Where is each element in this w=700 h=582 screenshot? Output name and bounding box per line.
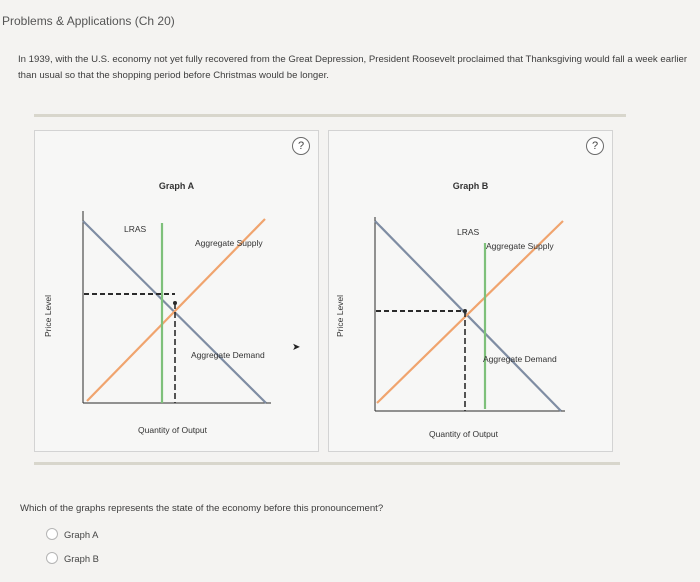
divider-bottom xyxy=(34,462,620,465)
aggregate-demand-label: Aggregate Demand xyxy=(483,354,557,364)
option-label: Graph A xyxy=(64,528,99,540)
radio-button[interactable] xyxy=(46,528,58,540)
aggregate-demand-label: Aggregate Demand xyxy=(191,350,265,360)
graph-b-chart xyxy=(329,131,612,451)
divider-top xyxy=(34,114,626,117)
graph-title: Graph B xyxy=(452,181,489,191)
aggregate-supply-label: Aggregate Supply xyxy=(195,238,263,248)
mouse-cursor-icon: ➤ xyxy=(292,342,301,353)
equilibrium-point xyxy=(463,309,467,313)
question-text: Which of the graphs represents the state of the economy before this pronouncement? xyxy=(20,503,384,514)
option-label: Graph B xyxy=(64,552,99,564)
equilibrium-point xyxy=(173,301,177,305)
graph-b-panel xyxy=(328,130,613,452)
graph-a-chart xyxy=(35,131,318,451)
graph-a-panel xyxy=(34,130,319,452)
y-axis-label: Price Level xyxy=(43,294,53,337)
graph-title: Graph A xyxy=(158,181,195,191)
lras-label: LRAS xyxy=(124,224,147,234)
x-axis-label: Quantity of Output xyxy=(138,425,207,435)
lras-label: LRAS xyxy=(457,227,480,237)
radio-button[interactable] xyxy=(46,552,58,564)
aggregate-supply-label: Aggregate Supply xyxy=(486,241,554,251)
option-graph-b[interactable] xyxy=(46,552,99,564)
y-axis-label: Price Level xyxy=(335,294,345,337)
help-icon[interactable]: ? xyxy=(292,137,310,155)
option-graph-a[interactable] xyxy=(46,528,98,540)
x-axis-label: Quantity of Output xyxy=(429,429,498,439)
page-title: Problems & Applications (Ch 20) xyxy=(2,14,175,28)
help-icon[interactable]: ? xyxy=(586,137,604,155)
problem-intro-text: In 1939, with the U.S. economy not yet fully recovered from the Great Depression, President Roosevelt proclaimed that Thanksgiving would fall a week earlier than usual so that the shopping period before Christmas would be longer. xyxy=(18,54,688,81)
